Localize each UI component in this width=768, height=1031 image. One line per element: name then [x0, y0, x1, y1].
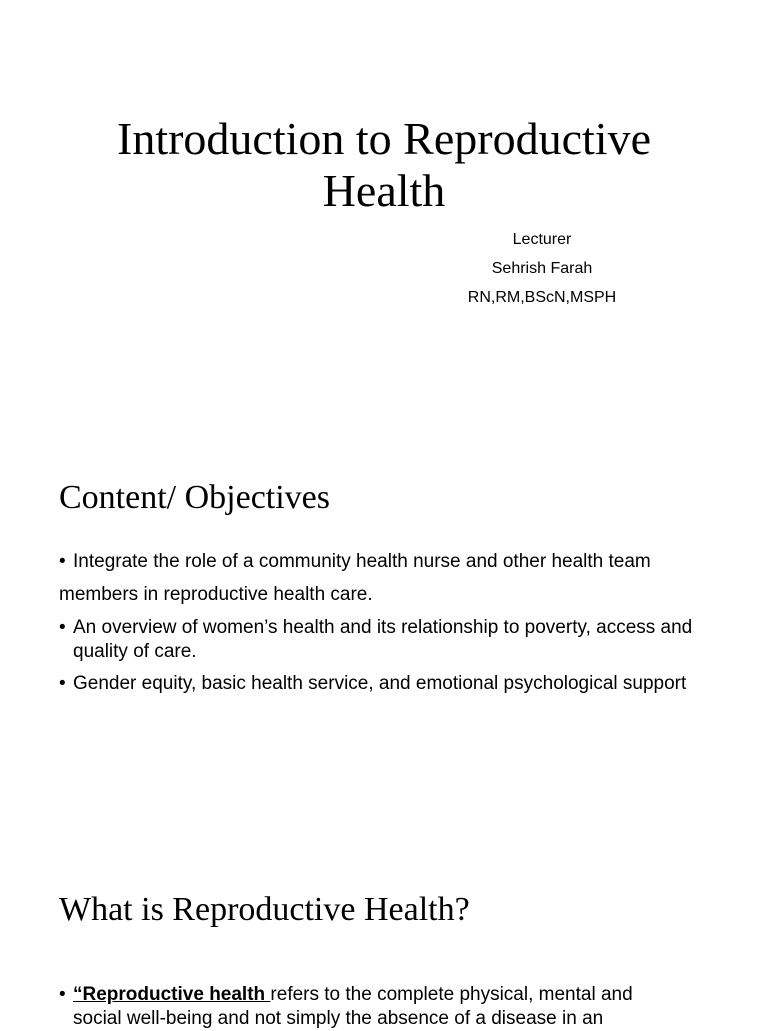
objectives-slide: [0, 420, 768, 850]
bullet-icon: •: [59, 551, 66, 572]
objective-2-line-2: quality of care.: [73, 641, 197, 662]
lecturer-credentials: RN,RM,BScN,MSPH: [467, 289, 617, 306]
defined-term: “Reproductive health: [73, 984, 271, 1005]
objective-1-line-1: Integrate the role of a community health nurse and other health team: [73, 551, 651, 572]
title-line-1: Introduction to Reproductive: [117, 113, 651, 164]
objective-3-line-1: Gender equity, basic health service, and emotional psychological support: [73, 673, 687, 694]
definition-line-2: social well-being and not simply the absence of a disease in an: [73, 1008, 604, 1029]
objective-bullet-3: [59, 672, 686, 696]
title-line-2: Health: [322, 165, 446, 216]
objectives-heading: Content/ Objectives: [59, 479, 331, 516]
objective-bullet-1: [59, 550, 651, 574]
objective-bullet-2: [59, 616, 692, 640]
definition-heading: What is Reproductive Health?: [59, 891, 470, 928]
objective-1-line-2: members in reproductive health care.: [59, 584, 373, 605]
definition-line-1: refers to the complete physical, mental and: [270, 984, 633, 1005]
lecturer-role: Lecturer: [512, 231, 572, 248]
presentation-title: [60, 113, 708, 217]
definition-bullet: [59, 983, 633, 1007]
lecturer-name: Sehrish Farah: [491, 260, 593, 277]
bullet-icon: •: [59, 984, 66, 1005]
bullet-icon: •: [59, 617, 66, 638]
definition-slide: [0, 850, 768, 1029]
bullet-icon: •: [59, 673, 66, 694]
title-slide: [0, 0, 768, 420]
objective-2-line-1: An overview of women’s health and its relationship to poverty, access and: [73, 617, 693, 638]
